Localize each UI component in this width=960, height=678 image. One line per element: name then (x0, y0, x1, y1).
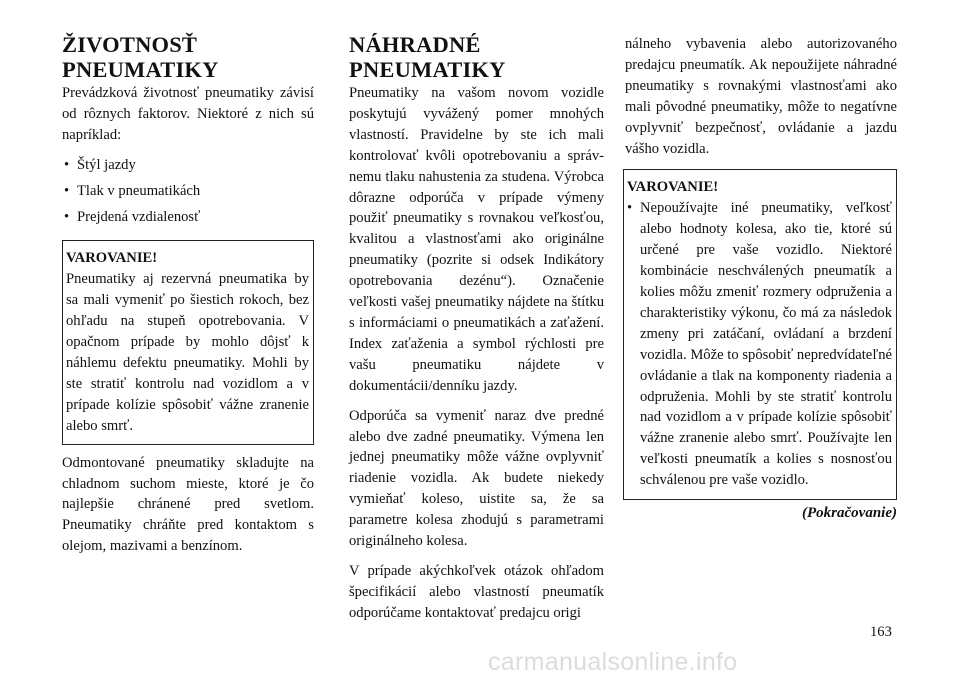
replacement-tires-heading (349, 32, 604, 82)
heading-line: NÁHRADNÉ (349, 32, 481, 57)
storage-paragraph: Odmontované pneumatiky skladujte na chladnom suchom mieste, ktoré je čo najlepšie chránené pred svetlom. Pneumatiky chráňte pred kontaktom s olejom, mazivami a benzínom. (62, 454, 314, 555)
middle-column (349, 26, 604, 633)
tire-life-heading (62, 32, 314, 82)
bullet-icon: • (64, 156, 70, 173)
replacement-paragraph-3: V prípade akýchkoľvek otázok ohľadom špecifikácií alebo vlastností pneumatík odporúčame kontaktovať predajcu origi (349, 562, 604, 621)
warning-title: VAROVANIE! (66, 250, 158, 267)
tire-life-intro: Prevádzková životnosť pneumatiky závisí od rôznych faktorov. Niektoré z nich sú napríklad: (62, 85, 314, 143)
replacement-paragraph-1: Pneumatiky na vašom novom vozidle poskytujú vyvážený pomer mnohých vlastností. Pravidelne by ste ich mali kontrolovať kvôli opotrebovaniu a správnemu tlaku nahustenia za studena. Výrobca dôrazne odporúča v prípade výmeny použiť pneumatiky s rovnakou veľkosťou, kvalitou a vlastnosťami ako originálne pneumatiky (pozrite si odsek Indikátory opotrebovania dezénu“). Označenie veľkosti vašej pneumatiky nájdete na štítku s informáciami o pneumatikách a zaťažení. Index zaťaženia a symbol rýchlosti pre vašu pneumatiku nájdete v dokumentácii/denníku jazdy. (349, 85, 604, 394)
bullet-icon: • (64, 208, 70, 225)
heading-line: ŽIVOTNOSŤ (62, 32, 198, 57)
left-column (62, 26, 314, 566)
warning-list-item (627, 198, 892, 491)
bullet-icon: • (627, 200, 633, 217)
heading-line: PNEUMATIKY (62, 57, 219, 82)
right-column (625, 34, 897, 523)
continued-label: (Pokračovanie) (802, 505, 897, 522)
list-item: • Štýl jazdy (62, 155, 314, 176)
warning-title: VAROVANIE! (627, 179, 719, 196)
list-item: • Tlak v pneumatikách (62, 181, 314, 202)
page-number: 163 (870, 624, 892, 640)
continued-paragraph: nálneho vybavenia alebo autorizovaného predajcu pneumatík. Ak nepoužijete náhradné pneumatiky s rovnakými vlastnosťami ako mali pôvodné pneumatiky, môže to negatívne ovplyvniť bezpečnosť, ovládanie a jazdu vášho vozidla. (625, 36, 897, 157)
warning-box (623, 169, 897, 500)
heading-line: PNEUMATIKY (349, 57, 506, 82)
warning-box (62, 240, 314, 444)
list-item: • Prejdená vzdialenosť (62, 207, 314, 228)
factor-list (62, 155, 314, 228)
watermark: carmanualsonline.info (488, 648, 738, 676)
bullet-icon: • (64, 182, 70, 199)
warning-text: Pneumatiky aj rezervná pneumatika by sa mali vymeniť po šiestich rokoch, bez ohľadu na stupeň opotrebovania. V opačnom prípade by mohlo dôjsť k náhlemu defektu pneumatiky. Mohli by ste stratiť kontrolu nad vozidlom a v prípade kolízie spôsobiť vážne zranenie alebo smrť. (66, 271, 309, 434)
replacement-paragraph-2: Odporúča sa vymeniť naraz dve predné alebo dve zadné pneumatiky. Výmena len jednej pneumatiky môže vážne ovplyvniť riadenie vozidla. Ak budete niekedy vymieňať koleso, uistite sa, že sa parametre kolesa zhodujú s parametrami originálneho kolesa. (349, 407, 604, 550)
warning-text: Nepoužívajte iné pneumatiky, veľkosť alebo hodnoty kolesa, ako tie, ktoré sú určené pre vaše vozidlo. Niektoré kombinácie neschválených pneumatík a kolies môžu zmeniť rozmery odpruženia a charakteristiky výkonu, čo má za následok zmeny pri zatáčaní, ovládaní a brzdení vozidla. Môže to spôsobiť nepredvídateľné ovládanie a tlak na komponenty riadenia a odpruženia. Mohli by ste stratiť kontrolu nad vozidlom a v prípade kolízie spôsobiť vážne zranenie alebo smrť. Používajte len veľkosti pneumatík a kolies s nosnosťou schválenou pre vaše vozidlo. (640, 200, 892, 489)
